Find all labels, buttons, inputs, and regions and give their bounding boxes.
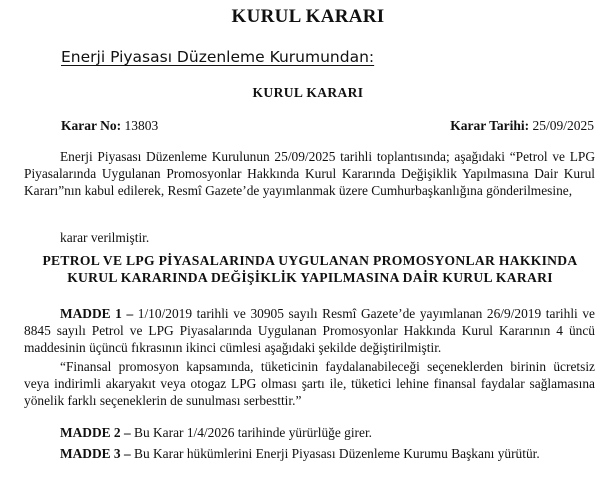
decision-subtitle: KURUL KARARI bbox=[252, 85, 364, 100]
decision-number-value: 13803 bbox=[124, 118, 159, 133]
article-3-label: MADDE 3 – bbox=[60, 446, 131, 461]
article-1-label: MADDE 1 – bbox=[60, 306, 134, 321]
intro-paragraph: Enerji Piyasası Düzenleme Kurulunun 25/09/2025 tarihli toplantısında; aşağıdaki “Petrol ve LPG Piyasalarında Uygulanan Promosyonlar Hakkında Kurul Kararında Değişiklik Yapılmasına Dair Kurul Kararı”nın kabul edilerek, Resmî Gazete’de yayımlanmak üzere Cumhurbaşkanlığına gönderilmesine, bbox=[24, 149, 595, 198]
article-2-label: MADDE 2 – bbox=[60, 425, 131, 440]
article-1 bbox=[24, 305, 595, 356]
issuer-heading: Enerji Piyasası Düzenleme Kurumundan: bbox=[61, 48, 375, 66]
decision-line: karar verilmiştir. bbox=[60, 230, 150, 245]
article-3-text: Bu Karar hükümlerini Enerji Piyasası Düzenleme Kurumu Başkanı yürütür. bbox=[130, 446, 540, 461]
article-2-text: Bu Karar 1/4/2026 tarihinde yürürlüğe girer. bbox=[130, 425, 373, 440]
article-3 bbox=[24, 445, 595, 462]
decision-date-label: Karar Tarihi: bbox=[450, 118, 530, 133]
section-title: PETROL VE LPG PİYASALARINDA UYGULANAN PROMOSYONLAR HAKKINDA KURUL KARARINDA DEĞİŞİKLİK YAPILMASINA DAİR KURUL KARARI bbox=[42, 253, 578, 285]
article-1-text: 1/10/2019 tarihli ve 30905 sayılı Resmî Gazete’de yayımlanan 26/9/2019 tarihli ve 8845 sayılı Petrol ve LPG Piyasalarında Uygulanan Promosyonlar Hakkında Kurul Kararının 4 üncü maddesinin üçüncü fıkrasının ikinci cümlesi aşağıdaki şekilde değiştirilmiştir. bbox=[24, 306, 595, 355]
quoted-text: “Finansal promosyon kapsamında, tüketicinin faydalanabileceği seçeneklerden birinin ücretsiz veya indirimli akaryakıt veya otogaz LPG olması şartı ile, tüketici lehine finansal faydalar sağlamasına yönelik farklı seçeneklerin de sunulması serbesttir.” bbox=[24, 359, 595, 408]
article-2 bbox=[24, 424, 595, 441]
main-title: KURUL KARARI bbox=[231, 6, 385, 27]
decision-date bbox=[450, 118, 594, 134]
decision-number bbox=[61, 118, 158, 134]
decision-number-label: Karar No: bbox=[61, 118, 122, 133]
decision-date-value: 25/09/2025 bbox=[532, 118, 594, 133]
